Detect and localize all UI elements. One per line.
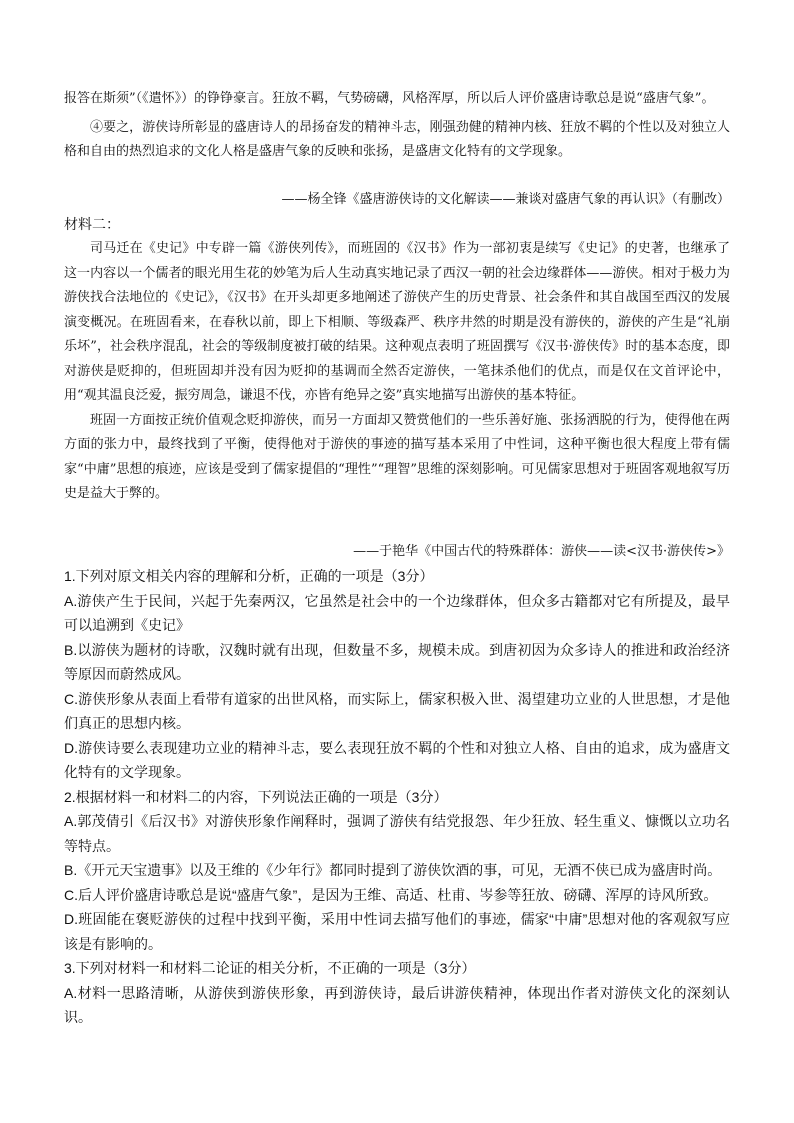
question-option: B.《开元天宝遗事》以及王维的《少年行》都同时提到了游侠饮酒的事，可见，无酒不侠已成为盛唐时尚。 <box>64 862 722 878</box>
question-option: C.游侠形象从表面上看带有道家的出世风格，而实际上，儒家积极入世、渴望建功立业的人世思想，才是他们真正的思想内核。 <box>64 690 730 731</box>
question-1 <box>64 564 730 785</box>
paragraph-4: ④要之，游侠诗所彰显的盛唐诗人的昂扬奋发的精神斗志，刚强劲健的精神内核、狂放不羁的个性以及对独立人格和自由的热烈追求的文化人格是盛唐气象的反映和张扬，是盛唐文化特有的文学现象。 <box>64 119 730 159</box>
material-two-heading: 材料二： <box>64 216 120 232</box>
question-option: C.后人评价盛唐诗歌总是说“盛唐气象”，是因为王维、高适、杜甫、岑参等狂放、磅礴、浑厚的诗风所致。 <box>64 886 718 903</box>
question-stem: 3.下列对材料一和材料二论证的相关分析，不正确的一项是（3分） <box>64 960 476 976</box>
question-option: A.郭茂倩引《后汉书》对游侠形象作阐释时，强调了游侠有结党报怨、年少狂放、轻生重义、慷慨以立功名等特点。 <box>64 813 730 854</box>
material-two-label <box>64 212 730 236</box>
material-one-tail <box>64 87 730 165</box>
question-3 <box>64 956 730 1030</box>
material-two-attribution: ——于艳华《中国古代的特殊群体：游侠——读<汉书·游侠传>》 <box>353 544 730 559</box>
material-two-paragraph-2: 班固一方面按正统价值观念贬抑游侠，而另一方面却又赞赏他们的一些乐善好施、张扬洒脱的行为，使得他在两方面的张力中，最终找到了平衡，使得他对于游侠的事迹的描写基本采用了中性词，这种平衡也很大程度上带有儒家“中庸”思想的痕迹，应该是受到了儒家提倡的“理性”“理智”思维的深刻影响。可见儒家思想对于班固客观地叙写历史是益大于弊的。 <box>64 412 730 501</box>
question-stem: 1.下列对原文相关内容的理解和分析，正确的一项是（3分） <box>64 568 434 584</box>
question-option: A.游侠产生于民间，兴起于先秦两汉，它虽然是社会中的一个边缘群体，但众多古籍都对它有所提及，最早可以追溯到《史记》 <box>64 592 730 633</box>
material-two-paragraph-1: 司马迁在《史记》中专辟一篇《游侠列传》，而班固的《汉书》作为一部初衷是续写《史记》的史著，也继承了这一内容以一个儒者的眼光用生花的妙笔为后人生动真实地记录了西汉一朝的社会边缘群体——游侠。相对于极力为游侠找合法地位的《史记》，《汉书》在开头却更多地阐述了游侠产生的历史背景、社会条件和其自战国至西汉的发展演变概况。在班固看来，在春秋以前，即上下相顺、等级森严、秩序井然的时期是没有游侠的，游侠的产生是“礼崩乐坏”，社会秩序混乱，社会的等级制度被打破的结果。这种观点表明了班固撰写《汉书·游侠传》时的基本态度，即对游侠是贬抑的，但班固却并没有因为贬抑的基调而全然否定游侠，一笔抹杀他们的优点，而是仅在文首评论中，用“观其温良泛爱，振穷周急，谦退不伐，亦皆有绝异之姿”真实地描写出游侠的基本特征。 <box>64 241 730 403</box>
question-stem: 2.根据材料一和材料二的内容，下列说法正确的一项是（3分） <box>64 788 448 805</box>
material-one-attribution: ——杨全锋《盛唐游侠诗的文化解读——兼谈对盛唐气象的再认识》（有删改） <box>281 192 730 207</box>
questions-section <box>64 564 730 1030</box>
question-2 <box>64 785 730 957</box>
question-option: D.班固能在褒贬游侠的过程中找到平衡，采用中性词去描写他们的事迹，儒家“中庸”思想对他的客观叙写应该是有影响的。 <box>64 911 730 952</box>
paragraph-3-end: 报答在斯须”（《遣怀》）的铮铮豪言。狂放不羁，气势磅礴，风格浑厚，所以后人评价盛唐诗歌总是说“盛唐气象”。 <box>64 91 715 106</box>
question-option: A.材料一思路清晰，从游侠到游侠形象，再到游侠诗，最后讲游侠精神，体现出作者对游侠文化的深刻认识。 <box>64 984 730 1025</box>
question-option: D.游侠诗要么表现建功立业的精神斗志，要么表现狂放不羁的个性和对独立人格、自由的追求，成为盛唐文化特有的文学现象。 <box>64 739 730 780</box>
material-two-body <box>64 237 730 507</box>
question-option: B.以游侠为题材的诗歌，汉魏时就有出现，但数量不多，规模未成。到唐初因为众多诗人的推进和政治经济等原因而蔚然成风。 <box>64 641 730 682</box>
